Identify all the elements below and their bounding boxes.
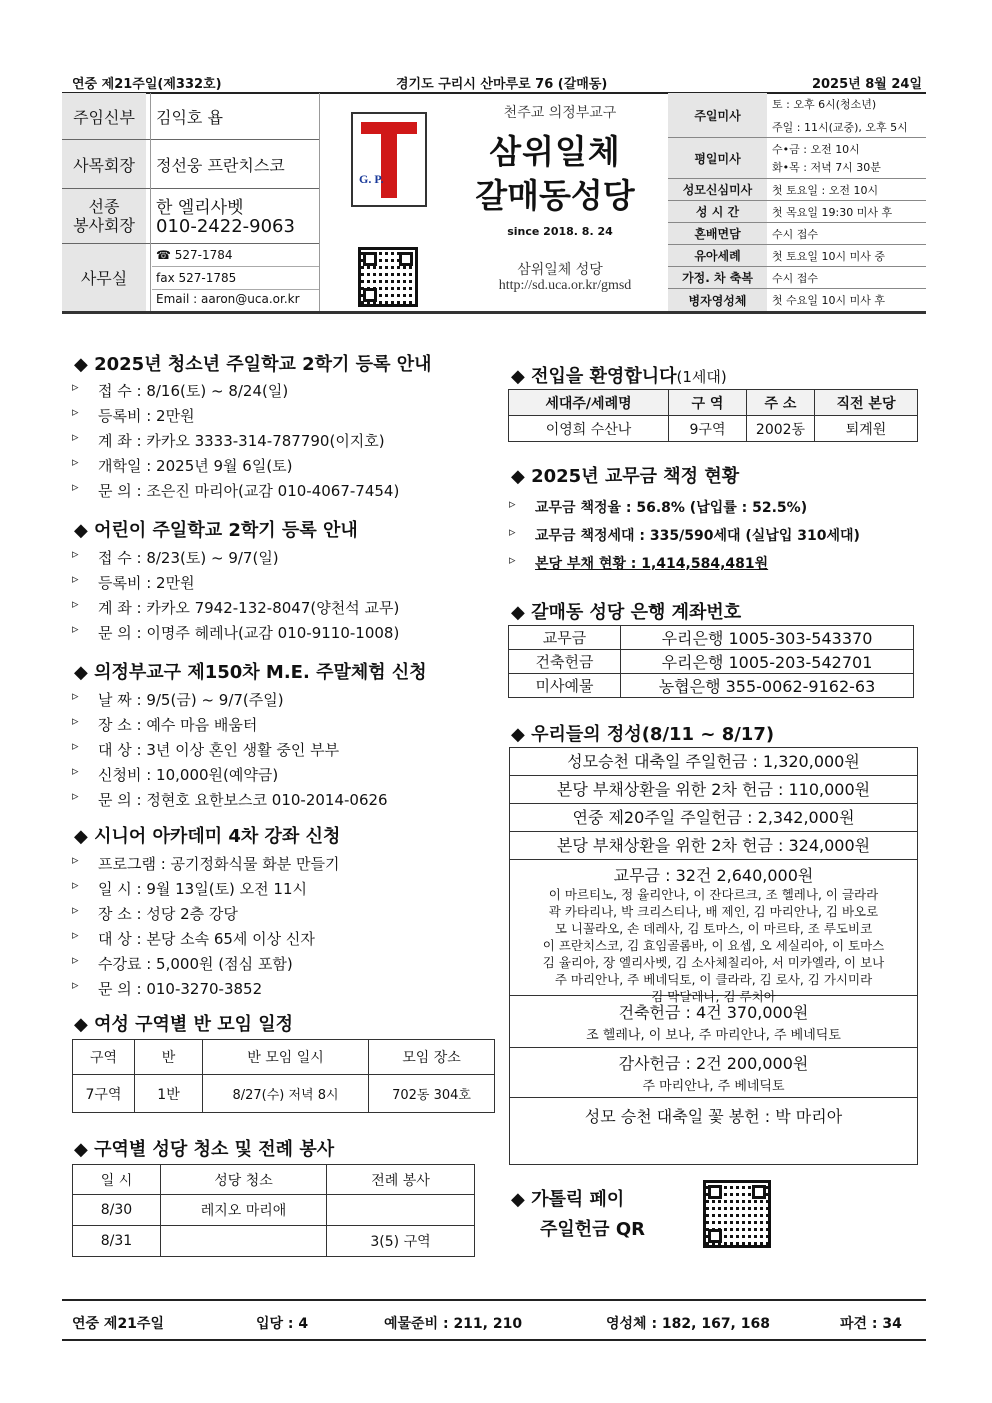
cleaning-liturgy-title: ◆ 구역별 성당 청소 및 전례 봉사 xyxy=(74,1139,335,1160)
building-fund: 건축헌금 : 4건 370,000원 조 헬레나, 이 보나, 주 마리안나, 주 베네딕토 xyxy=(510,996,917,1048)
service-label: 선종 봉사회장 xyxy=(62,189,146,243)
mass-row: 성 시 간 첫 목요일 19:30 미사 후 xyxy=(668,201,926,223)
list-item: ▹ 계 좌 : 카카오 3333-314-787790(이지호) xyxy=(98,430,385,451)
catholic-pay-title: ◆ 가톨릭 페이 xyxy=(511,1189,625,1210)
parish-logo xyxy=(351,112,427,207)
homepage-qr-code[interactable] xyxy=(358,247,418,307)
table-row: 건축헌금 우리은행 1005-203-542701 xyxy=(509,650,914,674)
offering-box xyxy=(509,747,918,1165)
mass-order-footer xyxy=(62,1299,926,1341)
list-item: ▹ 계 좌 : 카카오 7942-132-8047(양천석 교무) xyxy=(98,597,399,618)
issue-number: 연중 제21주일(제332호) xyxy=(72,77,222,92)
parish-debt: ▹ 본당 부채 현황 : 1,414,584,481원 xyxy=(535,553,768,573)
senior-academy-title: ◆ 시니어 아카데미 4차 강좌 신청 xyxy=(74,826,341,847)
women-meeting-table xyxy=(72,1039,495,1113)
mass-row: 주일미사 토 : 오후 6시(청소년) 주일 : 11시(교중), 오후 5시 xyxy=(668,93,926,138)
list-item: ▹ 일 시 : 9월 13일(토) 오전 11시 xyxy=(98,878,307,899)
mass-row: 가정. 차 축복 수시 접수 xyxy=(668,267,926,289)
issue-date: 2025년 8월 24일 xyxy=(811,77,922,92)
offering-line: 본당 부채상환을 위한 2차 헌금 : 324,000원 xyxy=(510,832,917,860)
mass-row: 평일미사 수•금 : 오전 10시 화•목 : 저녁 7시 30분 xyxy=(668,138,926,179)
mass-row: 혼배면담 수시 접수 xyxy=(668,223,926,245)
list-item: ▹ 접 수 : 8/23(토) ~ 9/7(일) xyxy=(98,547,279,568)
list-item: ▹ 날 짜 : 9/5(금) ~ 9/7(주일) xyxy=(98,689,284,710)
table-row: 8/30 레지오 마리애 xyxy=(73,1195,475,1226)
gyomu-rate: ▹ 교무금 책정율 : 56.8% (납입률 : 52.5%) xyxy=(535,497,807,517)
table-row: 7구역 1반 8/27(수) 저녁 8시 702동 304호 xyxy=(73,1075,495,1113)
site-url[interactable]: http://sd.uca.or.kr/gmsd xyxy=(498,278,632,293)
women-meeting-title: ◆ 여성 구역별 반 모임 일정 xyxy=(74,1014,294,1035)
flower-offering: 성모 승천 대축일 꽃 봉헌 : 박 마리아 xyxy=(584,1107,843,1126)
address: 경기도 구리시 산마루로 76 (갈매동) xyxy=(396,77,608,92)
footer-week: 연중 제21주일 xyxy=(72,1316,164,1332)
pastor-name: 김익호 욥 xyxy=(156,108,223,127)
service-head-phone: 010-2422-9063 xyxy=(156,216,295,237)
list-item: ▹ 장 소 : 예수 마음 배움터 xyxy=(98,714,257,735)
site-name: 삼위일체 성당 xyxy=(517,262,603,278)
office-label: 사무실 xyxy=(62,244,146,311)
council-label: 사목회장 xyxy=(62,140,146,188)
list-item: ▹ 등록비 : 2만원 xyxy=(98,572,195,593)
council-name: 정선웅 프란치스코 xyxy=(156,156,285,175)
offering-line: 성모승천 대축일 주일헌금 : 1,320,000원 xyxy=(510,748,917,776)
pastor-label: 주임신부 xyxy=(62,93,146,139)
list-item: ▹ 프로그램 : 공기정화식물 화분 만들기 xyxy=(98,853,339,874)
catholic-pay-subtitle: 주일헌금 QR xyxy=(540,1219,645,1240)
me-weekend-title: ◆ 의정부교구 제150차 M.E. 주말체험 신청 xyxy=(74,662,427,683)
youth-school-title: ◆ 2025년 청소년 주일학교 2학기 등록 안내 xyxy=(74,354,432,375)
list-item: ▹ 대 상 : 본당 소속 65세 이상 신자 xyxy=(98,928,315,949)
office-email[interactable]: Email : aaron@uca.or.kr xyxy=(156,292,300,306)
footer-communion-hymn: 영성체 : 182, 167, 168 xyxy=(606,1316,770,1332)
footer-entry-hymn: 입당 : 4 xyxy=(256,1316,309,1332)
table-row: 8/31 3(5) 구역 xyxy=(73,1226,475,1257)
table-row: 이영희 수산나 9구역 2002동 퇴계원 xyxy=(509,416,918,442)
welcome-title: ◆ 전입을 환영합니다(1세대) xyxy=(511,366,727,387)
footer-dismissal-hymn: 파견 : 34 xyxy=(840,1316,902,1332)
parish-name-1: 삼위일체 xyxy=(489,132,621,171)
service-head-name: 한 엘리사벳 xyxy=(156,198,244,218)
founded-date: since 2018. 8. 24 xyxy=(507,225,613,238)
mass-row: 유아세례 첫 토요일 10시 미사 중 xyxy=(668,245,926,267)
mass-row: 성모신심미사 첫 토요일 : 오전 10시 xyxy=(668,179,926,201)
mass-row: 병자영성체 첫 수요일 10시 미사 후 xyxy=(668,289,926,311)
footer-offering-hymn: 예물준비 : 211, 210 xyxy=(384,1316,523,1332)
table-row: 일 시 성당 청소 전례 봉사 xyxy=(73,1165,475,1195)
gyomu-list: 교무금 : 32건 2,640,000원 이 마르티노, 정 율리안나, 이 잔다르크, 조 헬레나, 이 글라라 곽 카타리나, 박 크리스티나, 배 제인, 김 마리안나, 김 바오로 모 니꼴라오, 손 데레사, 김 토마스, 이 마르타, 조 루도비코 이 프란치스코, 김 효임골롬바, 이 요셉, 오 세실리아, 이 토마스 김 율리아, 장 엘리사벳, 김 소사체칠리아, 서 미카엘라, 이 보나 주 마리안나, 주 베네딕토, 이 클라라, 김 로사, 김 가시미라 김 막달레나, 김 루치아 xyxy=(510,860,917,996)
offering-title: ◆ 우리들의 정성(8/11 ~ 8/17) xyxy=(511,724,775,745)
list-item: ▹ 문 의 : 정현호 요한보스코 010-2014-0626 xyxy=(98,789,388,810)
offering-line: 연중 제20주일 주일헌금 : 2,342,000원 xyxy=(510,804,917,832)
list-item: ▹ 개학일 : 2025년 9월 6일(토) xyxy=(98,455,293,476)
gyomu-status-title: ◆ 2025년 교무금 책정 현황 xyxy=(511,466,740,487)
table-row: 미사예물 농협은행 355-0062-9162-63 xyxy=(509,674,914,698)
list-item: ▹ 문 의 : 010-3270-3852 xyxy=(98,978,262,999)
list-item: ▹ 수강료 : 5,000원 (점심 포함) xyxy=(98,953,293,974)
cleaning-liturgy-table xyxy=(72,1164,475,1257)
new-member-table xyxy=(508,389,918,442)
list-item: ▹ 문 의 : 조은진 마리아(교감 010-4067-7454) xyxy=(98,480,399,501)
top-info-line xyxy=(62,70,926,94)
gyomu-households: ▹ 교무금 책정세대 : 335/590세대 (실납입 310세대) xyxy=(535,525,860,545)
table-row: 구역 반 반 모임 일시 모임 장소 xyxy=(73,1040,495,1075)
logo-lettering: G. P. xyxy=(359,172,384,186)
list-item: ▹ 접 수 : 8/16(토) ~ 8/24(일) xyxy=(98,380,288,401)
office-fax: fax 527-1785 xyxy=(156,271,237,285)
bank-account-table xyxy=(508,625,914,698)
children-school-title: ◆ 어린이 주일학교 2학기 등록 안내 xyxy=(74,520,358,541)
thanks-offering: 감사헌금 : 2건 200,000원 주 마리안나, 주 베네딕토 xyxy=(510,1048,917,1098)
list-item: ▹ 대 상 : 3년 이상 혼인 생활 중인 부부 xyxy=(98,739,339,760)
table-row: 교무금 우리은행 1005-303-543370 xyxy=(509,626,914,650)
parish-name-2: 갈매동성당 xyxy=(475,176,635,215)
catholic-pay-qr-code[interactable] xyxy=(703,1180,771,1248)
offering-line: 본당 부채상환을 위한 2차 헌금 : 110,000원 xyxy=(510,776,917,804)
bank-account-title: ◆ 갈매동 성당 은행 계좌번호 xyxy=(511,602,742,623)
list-item: ▹ 문 의 : 이명주 헤레나(교감 010-9110-1008) xyxy=(98,622,399,643)
office-phone: ☎ 527-1784 xyxy=(156,248,233,262)
list-item: ▹ 장 소 : 성당 2층 강당 xyxy=(98,903,238,924)
list-item: ▹ 신청비 : 10,000원(예약금) xyxy=(98,764,278,785)
diocese-name: 천주교 의정부교구 xyxy=(503,105,617,121)
list-item: ▹ 등록비 : 2만원 xyxy=(98,405,195,426)
table-row: 세대주/세례명 구 역 주 소 직전 본당 xyxy=(509,390,918,416)
